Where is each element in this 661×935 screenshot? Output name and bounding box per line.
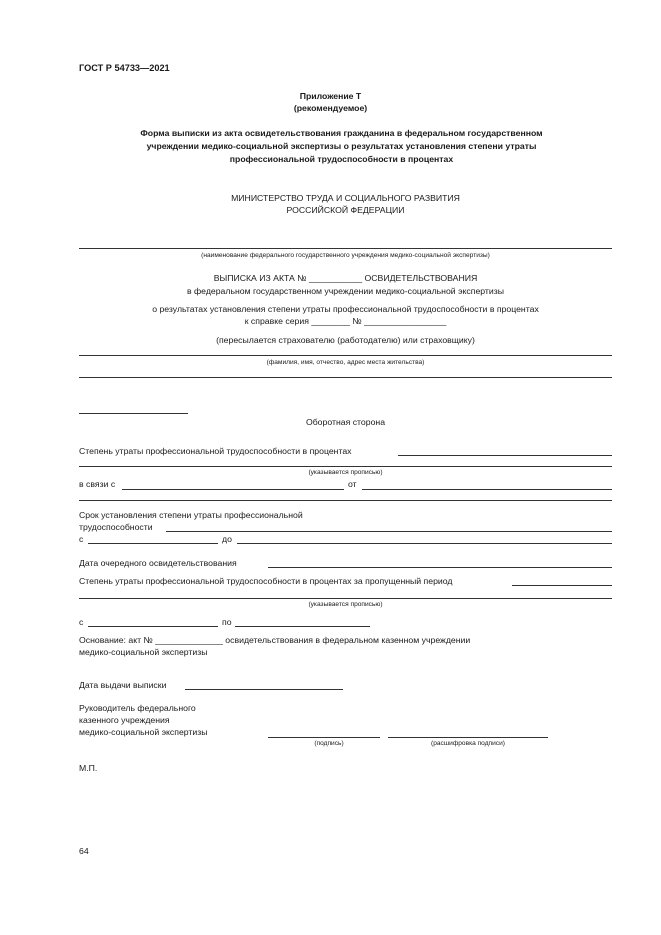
term-to-label: до (222, 534, 232, 544)
signature-caption: (подпись) (314, 740, 344, 747)
period-to-field[interactable] (235, 626, 370, 627)
appendix-note: (рекомендуемое) (293, 103, 368, 113)
decoding-field[interactable] (388, 737, 548, 738)
in-connection-field[interactable] (122, 489, 344, 490)
basis-line-2: медико-социальной экспертизы (79, 647, 208, 657)
next-exam-label: Дата очередного освидетельствования (79, 558, 237, 568)
signature-field[interactable] (268, 737, 380, 738)
person-field[interactable] (79, 355, 612, 356)
extract-subject: о результатах установления степени утраты профессиональной трудоспособности в процентах (152, 304, 539, 314)
short-rule (79, 413, 188, 414)
form-title-line-1: Форма выписки из акта освидетельствования гражданина в федеральном государственном (140, 128, 543, 138)
page-number: 64 (79, 846, 89, 856)
institution-caption: (наименование федерального государственного учреждения медико-социальной экспертизы) (201, 252, 490, 259)
institution-name-field[interactable] (79, 248, 612, 249)
form-title-line-3: профессиональной трудоспособности в процентах (229, 154, 454, 164)
ministry-line-1: МИНИСТЕРСТВО ТРУДА И СОЦИАЛЬНОГО РАЗВИТИЯ (231, 193, 460, 203)
period-to-label: по (222, 617, 232, 627)
head-line-2: казенного учреждения (79, 715, 170, 725)
term-from-field[interactable] (88, 543, 218, 544)
issue-date-label: Дата выдачи выписки (79, 680, 167, 690)
period-from-label: с (79, 617, 84, 627)
term-field[interactable] (166, 531, 612, 532)
standard-number: ГОСТ Р 54733—2021 (79, 63, 170, 73)
from-label: от (348, 479, 357, 489)
extract-institution: в федеральном государственном учреждении медико-социальной экспертизы (187, 286, 504, 296)
person-caption: (фамилия, имя, отчество, адрес места жительства) (266, 359, 425, 366)
degree-words-field[interactable] (79, 466, 612, 467)
term-to-field[interactable] (237, 543, 612, 544)
reverse-side-title: Оборотная сторона (305, 417, 386, 427)
basis-line-1: Основание: акт № ______________ освидетельствования в федеральном казенном учреждении (79, 635, 471, 645)
term-label-1: Срок установления степени утраты профессиональной (79, 510, 303, 520)
person-field-2[interactable] (79, 377, 612, 378)
next-exam-field[interactable] (268, 567, 612, 568)
in-connection-label: в связи с (79, 479, 116, 489)
ministry-line-2: РОССИЙСКОЙ ФЕДЕРАЦИИ (286, 205, 405, 215)
in-words-caption-2: (указывается прописью) (308, 601, 383, 608)
issue-date-field[interactable] (185, 689, 343, 690)
from-field[interactable] (362, 489, 612, 490)
degree-label: Степень утраты профессиональной трудоспособности в процентах (79, 446, 352, 456)
missed-period-field[interactable] (512, 585, 612, 586)
missed-period-label: Степень утраты профессиональной трудоспособности в процентах за пропущенный период (79, 576, 453, 586)
form-title-line-2: учреждении медико-социальной экспертизы о результатах установления степени утраты (146, 141, 537, 151)
term-from-label: с (79, 534, 84, 544)
degree-field[interactable] (398, 455, 612, 456)
extract-certificate: к справке серия ________ № _________________ (244, 316, 447, 326)
extract-title: ВЫПИСКА ИЗ АКТА № ___________ ОСВИДЕТЕЛЬСТВОВАНИЯ (213, 273, 478, 283)
in-connection-field-2[interactable] (79, 500, 612, 501)
appendix-title: Приложение Т (299, 91, 362, 101)
seal-label: М.П. (79, 763, 98, 773)
term-label-2: трудоспособности (79, 522, 153, 532)
decoding-caption: (расшифровка подписи) (431, 740, 505, 747)
extract-recipient-note: (пересылается страхователю (работодателю) или страховщику) (216, 335, 475, 345)
in-words-caption-1: (указывается прописью) (308, 469, 383, 476)
head-line-3: медико-социальной экспертизы (79, 727, 208, 737)
missed-words-field[interactable] (79, 598, 612, 599)
period-from-field[interactable] (88, 626, 218, 627)
head-line-1: Руководитель федерального (79, 703, 196, 713)
